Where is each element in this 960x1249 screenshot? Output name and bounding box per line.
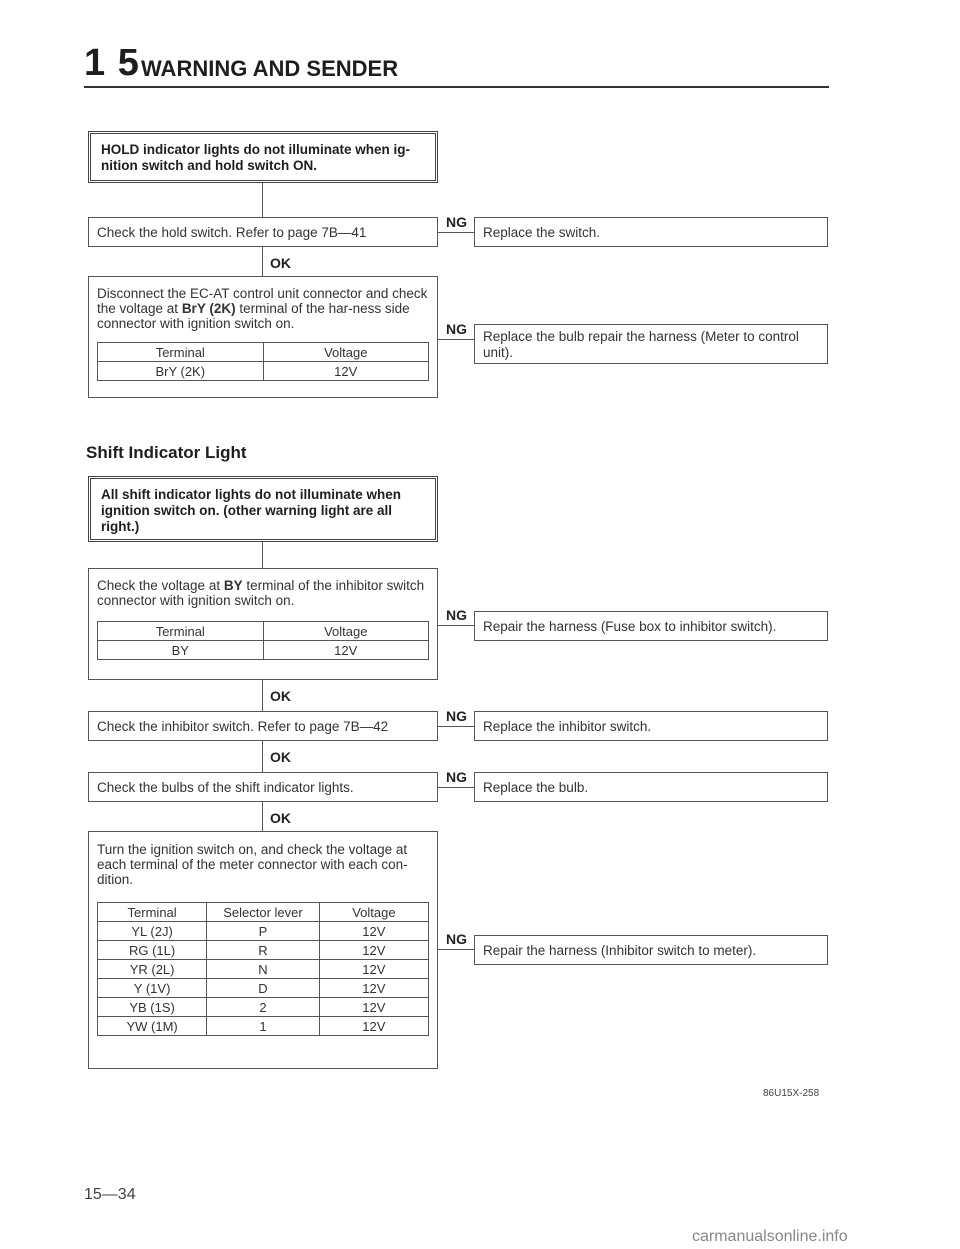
table-cell: 2 (207, 998, 320, 1017)
connector-line (262, 542, 263, 569)
watermark: carmanualsonline.info (692, 1228, 848, 1245)
table-cell: BrY (2K) (98, 362, 264, 381)
ng-label: NG (446, 708, 467, 724)
shift-symptom-box: All shift indicator lights do not illuminate when ignition switch on. (other warning light are all right.) (88, 476, 438, 542)
connector-line (262, 247, 263, 277)
hold-step1-text: Check the hold switch. Refer to page 7B—41 (97, 224, 367, 240)
table-cell: RG (1L) (98, 941, 207, 960)
shift-step3-box (88, 772, 438, 802)
ng-connector-line (438, 949, 474, 950)
table-cell: YR (2L) (98, 960, 207, 979)
shift-step4-box (88, 831, 438, 1069)
hold-step1-ng-box (474, 217, 828, 247)
hold-symptom-box: HOLD indicator lights do not illuminate when ig- nition switch and hold switch ON. (88, 131, 438, 183)
shift-step2-text: Check the inhibitor switch. Refer to page 7B—42 (97, 718, 389, 734)
shift-step1-table (97, 621, 429, 660)
ng-connector-line (438, 339, 474, 340)
shift-step2-ng-box (474, 711, 828, 741)
chapter-title: WARNING AND SENDER (141, 56, 399, 81)
table-cell: Y (1V) (98, 979, 207, 998)
hold-step1-box (88, 217, 438, 247)
ng-connector-line (438, 232, 474, 233)
ok-label: OK (270, 749, 291, 765)
table-cell: 12V (319, 922, 428, 941)
table-row (98, 922, 429, 941)
table-cell: 1 (207, 1017, 320, 1036)
shift-step2-ng-text: Replace the inhibitor switch. (483, 718, 652, 734)
ok-label: OK (270, 255, 291, 271)
shift-step1-box (88, 568, 438, 680)
shift-step1-text: Check the voltage at BY terminal of the inhibitor switch connector with ignition switch on. (97, 578, 425, 608)
ok-label: OK (270, 688, 291, 704)
connector-line (262, 802, 263, 832)
hold-voltage-table (97, 342, 429, 381)
table-cell: 12V (263, 362, 429, 381)
table-cell: D (207, 979, 320, 998)
ng-label: NG (446, 321, 467, 337)
ng-connector-line (438, 787, 474, 788)
header-rule (84, 86, 829, 88)
ng-label: NG (446, 214, 467, 230)
shift-step1-ng-box (474, 611, 828, 641)
hold-step2-text: Disconnect the EC-AT control unit connector and check the voltage at BrY (2K) terminal of the har-ness side connector with ignition switch on. (97, 286, 428, 331)
shift-step3-ng-box (474, 772, 828, 802)
table-cell: R (207, 941, 320, 960)
table-row (98, 960, 429, 979)
connector-line (262, 183, 263, 218)
table-row (98, 362, 429, 381)
hold-step2-ng-text: Replace the bulb repair the harness (Meter to control unit). (483, 329, 799, 360)
hold-step2-ng-box (474, 324, 828, 364)
shift-step1-terminal: BY (223, 578, 243, 593)
table-row (98, 979, 429, 998)
ng-connector-line (438, 625, 474, 626)
ng-connector-line (438, 726, 474, 727)
table-header-cell: Terminal (98, 903, 207, 922)
section-title: Shift Indicator Light (86, 443, 247, 462)
table-header-cell: Voltage (263, 343, 429, 362)
shift-step4-ng-text: Repair the harness (Inhibitor switch to meter). (483, 942, 757, 958)
table-cell: 12V (319, 1017, 428, 1036)
shift-step4-text: Turn the ignition switch on, and check the voltage at each terminal of the meter connector with each con-dition. (97, 842, 408, 887)
table-cell: 12V (319, 960, 428, 979)
table-row (98, 1017, 429, 1036)
hold-step2-box (88, 276, 438, 398)
table-cell: 12V (319, 998, 428, 1017)
table-header-cell: Voltage (263, 622, 429, 641)
shift-step3-text: Check the bulbs of the shift indicator lights. (97, 779, 354, 795)
table-cell: 12V (319, 941, 428, 960)
table-cell: YB (1S) (98, 998, 207, 1017)
shift-step1-ng-text: Repair the harness (Fuse box to inhibitor switch). (483, 618, 777, 634)
table-header-row (98, 622, 429, 641)
table-header-row (98, 903, 429, 922)
table-row (98, 998, 429, 1017)
table-cell: 12V (319, 979, 428, 998)
shift-step4-table (97, 902, 429, 1036)
ng-label: NG (446, 607, 467, 623)
ng-label: NG (446, 931, 467, 947)
table-cell: N (207, 960, 320, 979)
table-cell: P (207, 922, 320, 941)
page-number: 15—34 (84, 1186, 136, 1203)
shift-step2-box (88, 711, 438, 741)
shift-step3-ng-text: Replace the bulb. (483, 779, 589, 795)
table-row (98, 941, 429, 960)
table-cell: YL (2J) (98, 922, 207, 941)
connector-line (262, 741, 263, 773)
table-header-cell: Terminal (98, 622, 264, 641)
table-cell: BY (98, 641, 264, 660)
ok-label: OK (270, 810, 291, 826)
chapter-number: 1 5 (84, 42, 140, 84)
table-header-cell: Terminal (98, 343, 264, 362)
table-header-cell: Voltage (319, 903, 428, 922)
table-row (98, 641, 429, 660)
table-header-row (98, 343, 429, 362)
figure-code: 86U15X-258 (763, 1088, 820, 1099)
table-cell: 12V (263, 641, 429, 660)
table-header-cell: Selector lever (207, 903, 320, 922)
shift-step4-ng-box (474, 935, 828, 965)
table-cell: YW (1M) (98, 1017, 207, 1036)
hold-step2-terminal: BrY (2K) (181, 301, 236, 316)
connector-line (262, 680, 263, 712)
ng-label: NG (446, 769, 467, 785)
hold-step1-ng-text: Replace the switch. (483, 224, 601, 240)
